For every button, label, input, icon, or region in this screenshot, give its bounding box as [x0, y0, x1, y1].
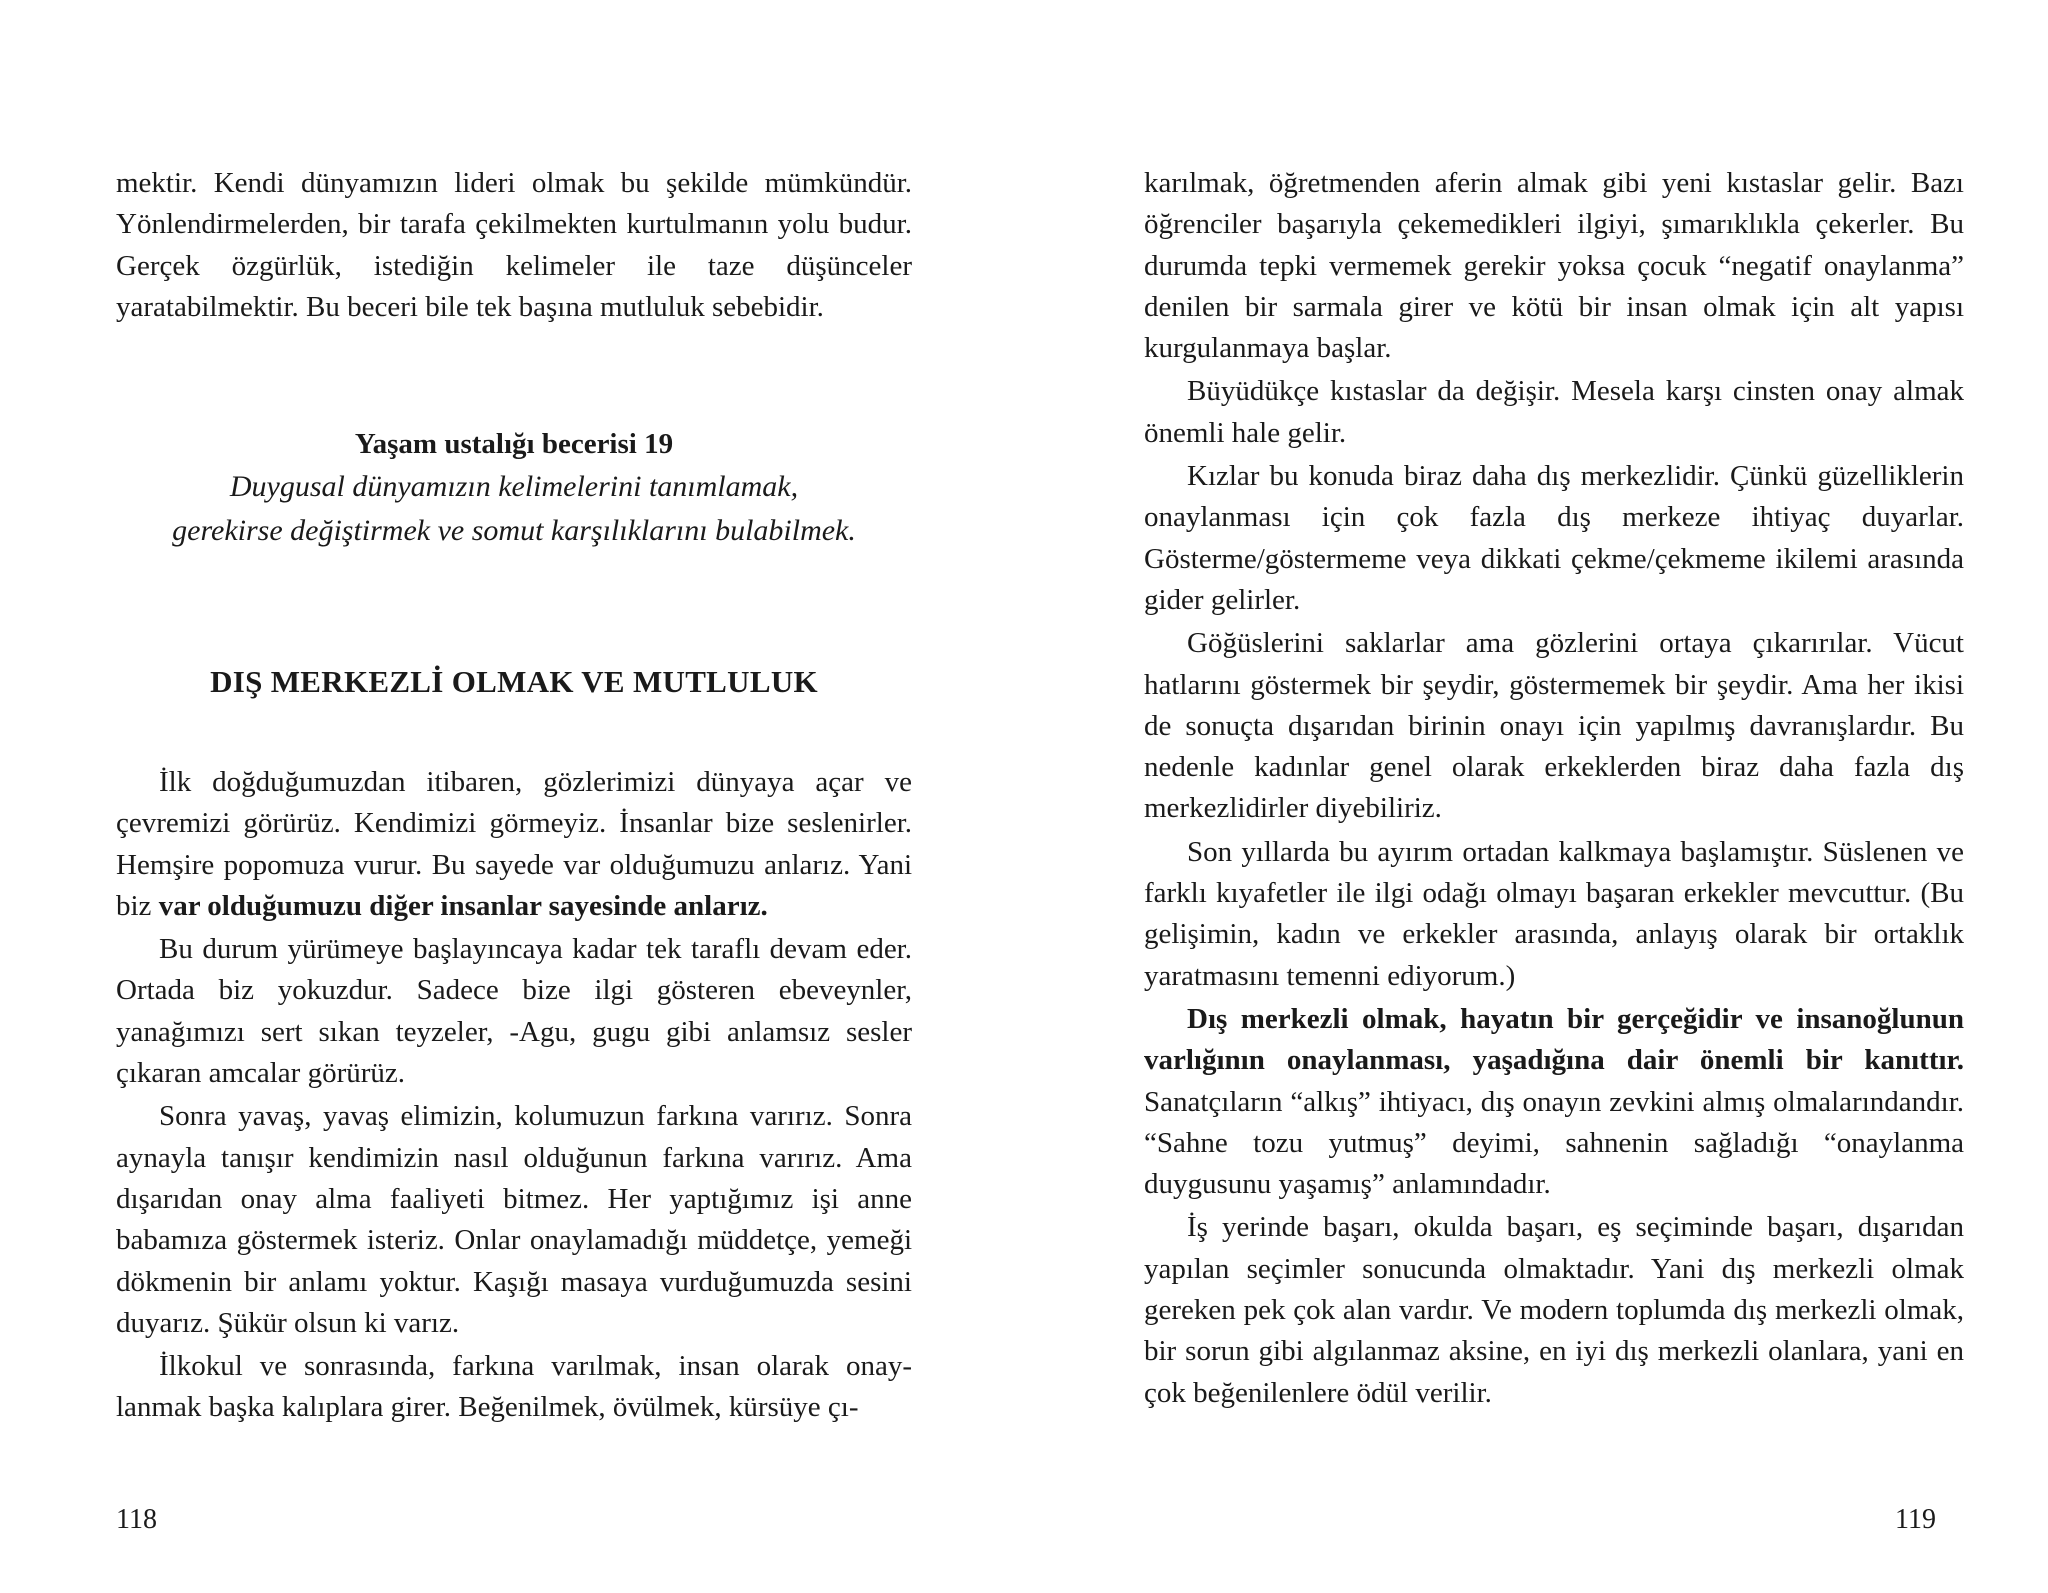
left-paragraph-1-text: İlk doğduğumuzdan itibaren, gözlerimizi dünyaya açar ve çevremizi görürüz. Kendimizi görmeyiz. İnsanlar bize seslenirler. Hemşire popomuza vurur. Bu sayede var olduğumuzu anlarız. Yani biz — [116, 766, 912, 922]
left-top-paragraph: mektir. Kendi dünyamızın lideri olmak bu şekilde mümkündür. Yönlendirmelerden, bir tarafa çekilmekten kurtulmanın yolu budur. Gerçek özgürlük, istediğin kelimeler ile taze düşünceler yaratabilmektir. Bu beceri bile tek başına mutluluk sebebidir. — [116, 167, 912, 323]
skill-description-line-1: Duygusal dünyamızın kelimelerini tanımlamak, — [229, 470, 799, 503]
left-body-text — [116, 762, 912, 1431]
left-top-text — [116, 163, 912, 330]
right-page — [1024, 0, 2048, 1593]
page-number-left: 118 — [116, 1504, 157, 1535]
left-paragraph-3: Sonra yavaş, yavaş elimizin, kolumuzun farkına varırız. Sonra aynayla tanışır kendimizin nasıl olduğunun farkına varırız. Ama dışarıdan onay alma faaliyeti bitmez. Her yaptığımız işi anne babamıza göstermek isteriz. Onlar onaylamadığı müddetçe, yemeği dökmenin bir anlamı yoktur. Kaşığı masaya vurduğumuzda sesini duyarız. Şükür olsun ki varız. — [116, 1100, 912, 1339]
right-paragraph-5: Son yıllarda bu ayırım ortadan kalkmaya başlamıştır. Süslenen ve farklı kıyafetler ile ilgi odağı olmayı başaran erkekler mevcuttur. (Bu gelişimin, kadın ve erkekler arasında, anlayış olarak bir ortaklık yaratmasını temenni ediyorum.) — [1144, 835, 1964, 992]
left-paragraph-1-bold: var olduğumuzu diğer insanlar sayesinde anlarız. — [158, 889, 768, 922]
right-paragraph-3: Kızlar bu konuda biraz daha dış merkezlidir. Çünkü güzelliklerin onaylanması için çok fazla dış merkeze ihtiyaç duyarlar. Gösterme/göstermeme veya dikkati çekme/çekmeme ikilemi arasında gider gelirler. — [1144, 460, 1964, 616]
right-paragraph-7: İş yerinde başarı, okulda başarı, eş seçiminde başarı, dışarıdan yapılan seçimler sonucunda olmaktadır. Yani dış merkezli olmak gereken pek çok alan vardır. Ve modern toplumda dış merkezli olmak, bir sorun gibi algılanmaz aksine, en iyi dış merkezli olanlara, yani en çok beğenilenlere ödül verilir. — [1144, 1211, 1964, 1409]
left-paragraph-4: İlkokul ve sonrasında, farkına varılmak, insan olarak onaylanmak başka kalıplara girer. Beğenilmek, övülmek, kürsüye çı- — [116, 1350, 912, 1424]
right-paragraph-2: Büyüdükçe kıstaslar da değişir. Mesela karşı cinsten onay almak önemli hale gelir. — [1144, 375, 1964, 449]
skill-description-line-2: gerekirse değiştirmek ve somut karşılıklarını bulabilmek. — [172, 514, 856, 547]
skill-title: Yaşam ustalığı becerisi 19 — [354, 428, 674, 460]
right-paragraph-6 — [1144, 999, 1964, 1205]
page-number-right: 119 — [1895, 1504, 1936, 1535]
section-heading: DIŞ MERKEZLİ OLMAK VE MUTLULUK — [210, 664, 818, 699]
right-paragraph-6-bold: Dış merkezli olmak, hayatın bir gerçeğidir ve insanoğlunun varlığının onaylanması, yaşadığına dair önemli bir kanıttır. — [1144, 1002, 1964, 1077]
right-paragraph-4: Göğüslerini saklarlar ama gözlerini ortaya çıkarırılar. Vücut hatlarını göstermek bir şeydir, göstermemek bir şeydir. Ama her ikisi de sonuçta dışarıdan birinin onayı için yapılmış davranışlardır. Bu nedenle kadınlar genel olarak erkeklerden biraz daha fazla dış merkezlidirler diyebiliriz. — [1144, 627, 1964, 825]
right-paragraph-1: karılmak, öğretmenden aferin almak gibi yeni kıstaslar gelir. Bazı öğrenciler başarıyla çekemedikleri ilgiyi, şımarıklıkla çekerler. Bu durumda tepki vermemek gerekir yoksa çocuk “negatif onaylanma” denilen bir sarmala girer ve kötü bir insan olmak için alt yapısı kurgulanmaya başlar. — [1144, 167, 1964, 365]
right-paragraph-6-text: Sanatçıların “alkış” ihtiyacı, dış onayın zevkini almış olmalarındandır. “Sahne tozu yutmuş” deyimi, sahnenin sağladığı “onaylanma duygusunu yaşamış” anlamındadır. — [1144, 1085, 1964, 1201]
left-paragraph-2: Bu durum yürümeye başlayıncaya kadar tek taraflı devam eder. Ortada biz yokuzdur. Sadece bize ilgi gösteren ebeveynler, yanağımızı sert sıkan teyzeler, -Agu, gugu gibi anlamsız sesler çıkaran amcalar görürüz. — [116, 933, 912, 1090]
skill-box — [116, 424, 912, 553]
right-body-text — [1144, 163, 1964, 1416]
left-paragraph-1 — [116, 762, 912, 927]
